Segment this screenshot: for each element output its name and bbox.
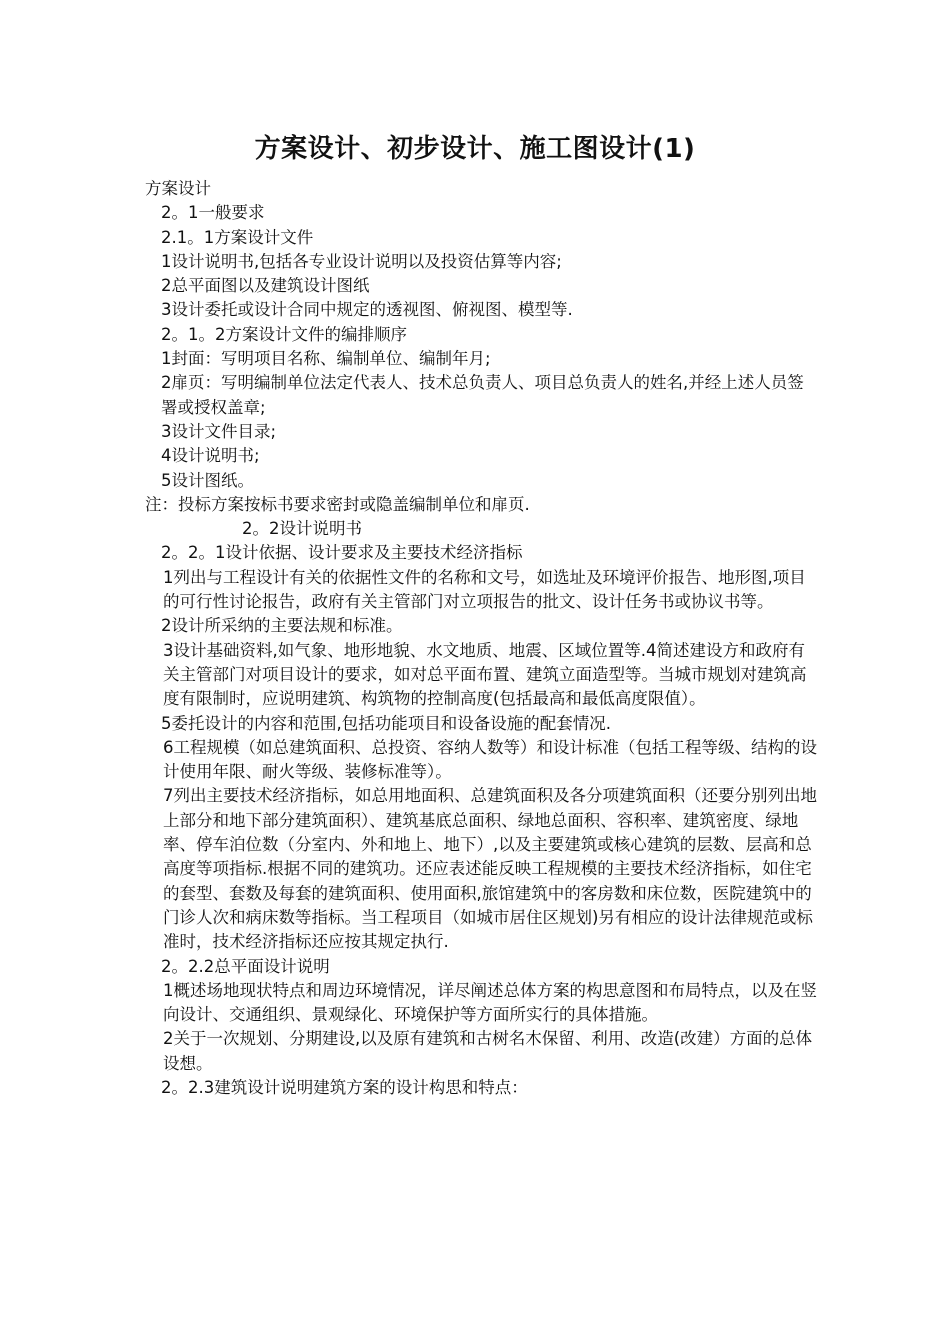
section-heading: 方案设计 [145,179,211,198]
list-item: 3设计基础资料,如气象、地形地貌、水文地质、地震、区域位置等.4简述建设方和政府有关主管部门对项目设计的要求，如对总平面布置、建筑立面造型等。当城市规划对建筑高度有限制时，应说明建筑、构筑物的控制高度(包括最高和最低高度限值）。 [163,640,807,709]
list-item: 6工程规模（如总建筑面积、总投资、容纳人数等）和设计标准（包括工程等级、结构的设计使用年限、耐火等级、装修标准等）。 [163,737,817,782]
clause-heading: 2。2.2总平面设计说明 [161,956,330,976]
list-item: 7列出主要技术经济指标，如总用地面积、总建筑面积及各分项建筑面积（还要分别列出地上部分和地下部分建筑面积）、建筑基底总面积、绿地总面积、容积率、建筑密度、绿地率、停车泊位数（分室内、外和地上、地下）,以及主要建筑或核心建筑的层数、层高和总高度等项指标.根据不同的建筑功。还应表述能反映工程规模的主要技术经济指标，如住宅的套型、套数及每套的建筑面积、使用面积,旅馆建筑中的客房数和床位数，医院建筑中的门诊人次和病床数等指标。当工程项目（如城市居住区规划)另有相应的设计法律规范或标准时，技术经济指标还应按其规定执行. [163,786,817,952]
list-item: 2关于一次规划、分期建设,以及原有建筑和古树名木保留、利用、改造(改建）方面的总体设想。 [163,1029,813,1073]
list-item: 1设计说明书,包括各专业设计说明以及投资估算等内容; [161,251,562,271]
list-item: 1封面：写明项目名称、编制单位、编制年月; [161,349,491,369]
note-text: 注：投标方案按标书要求密封或隐盖编制单位和扉页. [145,494,530,514]
document-title: 方案设计、初步设计、施工图设计(1) [254,134,696,164]
clause-heading: 2。1。2方案设计文件的编排顺序 [161,324,407,344]
list-item: 1列出与工程设计有关的依据性文件的名称和文号，如选址及环境评价报告、地形图,项目的可行性讨论报告，政府有关主管部门对立项报告的批文、设计任务书或协议书等。 [163,567,806,612]
list-item: 3设计文件目录; [161,421,277,441]
list-item: 2扉页：写明编制单位法定代表人、技术总负责人、项目总负责人的姓名,并经上述人员签署或授权盖章; [161,373,804,417]
clause-heading: 2。2.3建筑设计说明建筑方案的设计构思和特点： [161,1077,528,1097]
list-item: 1概述场地现状特点和周边环境情况，详尽阐述总体方案的构思意图和布局特点，以及在竖向设计、交通组织、景观绿化、环境保护等方面所实行的具体措施。 [163,980,817,1025]
subsection-heading: 2。2设计说明书 [242,519,362,539]
list-item: 5设计图纸。 [161,470,254,490]
list-item: 3设计委托或设计合同中规定的透视图、俯视图、模型等. [161,300,573,320]
document-body [145,177,817,1100]
clause-heading: 2。2。1设计依据、设计要求及主要技术经济指标 [161,543,523,563]
list-item: 4设计说明书; [161,446,260,466]
list-item: 2设计所采纳的主要法规和标准。 [161,616,403,636]
list-item: 2总平面图以及建筑设计图纸 [161,276,370,296]
clause-heading: 2.1。1方案设计文件 [161,227,314,247]
subsection-heading: 2。1一般要求 [161,203,265,223]
list-item: 5委托设计的内容和范围,包括功能项目和设备设施的配套情况. [161,713,611,733]
